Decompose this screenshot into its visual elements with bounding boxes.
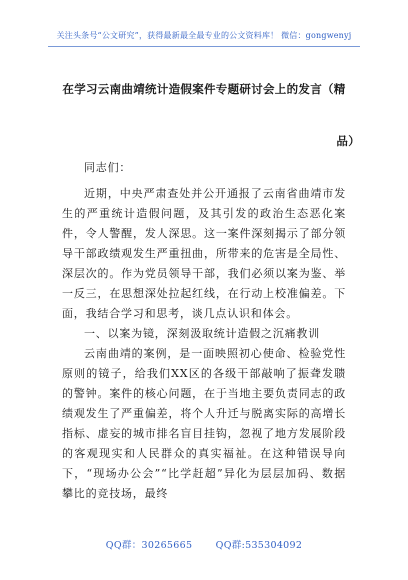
footer-qq-group-2: QQ群:535304092 <box>215 540 303 551</box>
document-title <box>48 63 360 167</box>
title-main: 在学习云南曲靖统计造假案件专题研讨会上的发言（精 <box>62 82 346 96</box>
section-heading-1: 一、以案为镜，深刻汲取统计造假之沉痛教训 <box>84 327 320 340</box>
footer-qq-group-1: QQ群：30265665 <box>105 540 193 551</box>
header-banner: 关注头条号“公文研究”，获得最新最全最专业的公文资料库！ 微信：gongwenyj <box>56 31 352 40</box>
paragraph-intro: 近期，中央严肃查处并公开通报了云南省曲靖市发生的严重统计造假问题，及其引发的政治生态恶化案件，令人警醒，发人深思。这一案件深刻揭示了部分领导干部政绩观发生严重扭曲，所带来的危害是全局性、深层次的。作为党员领导干部，我们必须以案为鉴、举一反三，在思想深处拉起红线，在行动上校准偏差。下面，我结合学习和思考，谈几点认识和体会。 <box>62 187 346 320</box>
paragraph-section-1: 云南曲靖的案例，是一面映照初心使命、检验党性原则的镜子，给我们XX区的各级干部敲响了振聋发聩的警钟。案件的核心问题，在于当地主要负责同志的政绩观发生了严重偏差，将个人升迁与脱离实际的高增长指标、虚妄的城市排名盲目挂钩，忽视了地方发展阶段的客观现实和人民群众的真实福祉。在这种错误导向下，“现场办公会”“比学赶超”异化为层层加码、数据攀比的竞技场，最终 <box>62 347 346 500</box>
greeting: 同志们： <box>84 161 132 174</box>
header-divider <box>48 46 360 47</box>
footer-contact <box>0 537 408 551</box>
document-body <box>62 158 346 504</box>
title-tail: 品） <box>336 134 360 148</box>
